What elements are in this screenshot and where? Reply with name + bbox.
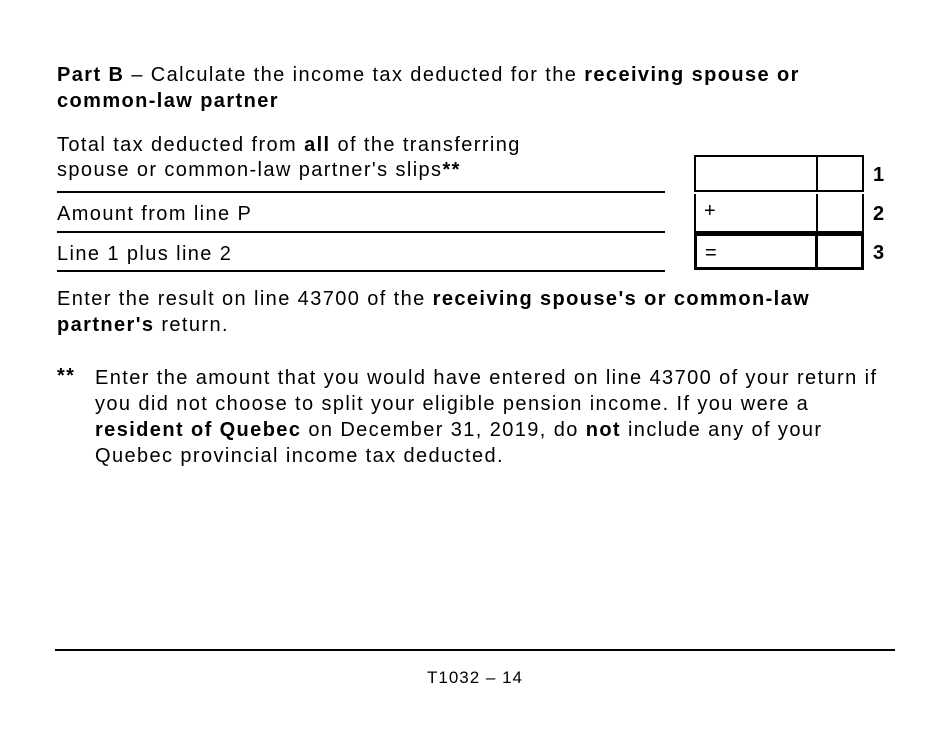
footnote-text [95, 365, 895, 469]
line-2-label [57, 202, 665, 233]
note-bold-1: resident of Quebec [95, 419, 302, 441]
equals-operator: = [705, 242, 719, 264]
part-label: Part B [57, 64, 125, 86]
line-3-amount-input[interactable] [694, 233, 818, 270]
note-text-a: Enter the amount that you would have entered on line 43700 of your return if you did not choose to split your eligible pension income. If you were a [95, 367, 878, 415]
result-instruction [57, 286, 907, 338]
page-footer: T1032 – 14 [426, 668, 523, 687]
note-text-c: include any of your Quebec provincial income tax deducted. [95, 419, 823, 467]
result-text-a: Enter the result on line 43700 of the [57, 288, 433, 310]
plus-operator: + [704, 200, 718, 222]
line-1-label [57, 133, 665, 193]
result-text-b: return. [154, 314, 229, 336]
line-3-cents-input[interactable] [818, 233, 864, 270]
footer-divider [55, 649, 895, 651]
heading-text: – Calculate the income tax deducted for the [124, 64, 585, 86]
note-marker: ** [57, 365, 76, 387]
line-1-cents-input[interactable] [818, 155, 864, 192]
line-number-2: 2 [873, 203, 886, 225]
line-2-text: Amount from line P [57, 203, 253, 225]
note-bold-2: not [585, 419, 621, 441]
footnote-marker: ** [442, 159, 461, 181]
line-2-cents-input[interactable] [818, 194, 864, 233]
line-2-amount-input[interactable] [694, 194, 818, 233]
note-text-b: on December 31, 2019, do [301, 419, 586, 441]
result-bold: receiving spouse's or common-law partner's [57, 288, 811, 336]
line-3-text: Line 1 plus line 2 [57, 243, 233, 265]
line-1-amount-input[interactable] [694, 155, 818, 192]
line-1-text-a: Total tax deducted from [57, 134, 305, 156]
heading-emphasis: receiving spouse or common-law partner [57, 64, 800, 112]
line-number-3: 3 [873, 242, 886, 264]
line-1-bold: all [304, 134, 331, 156]
part-b-heading [57, 62, 897, 114]
line-number-1: 1 [873, 164, 886, 186]
line-1-text-b: of the transferring spouse or common-law partner's slips [57, 134, 521, 181]
line-3-label [57, 242, 665, 272]
